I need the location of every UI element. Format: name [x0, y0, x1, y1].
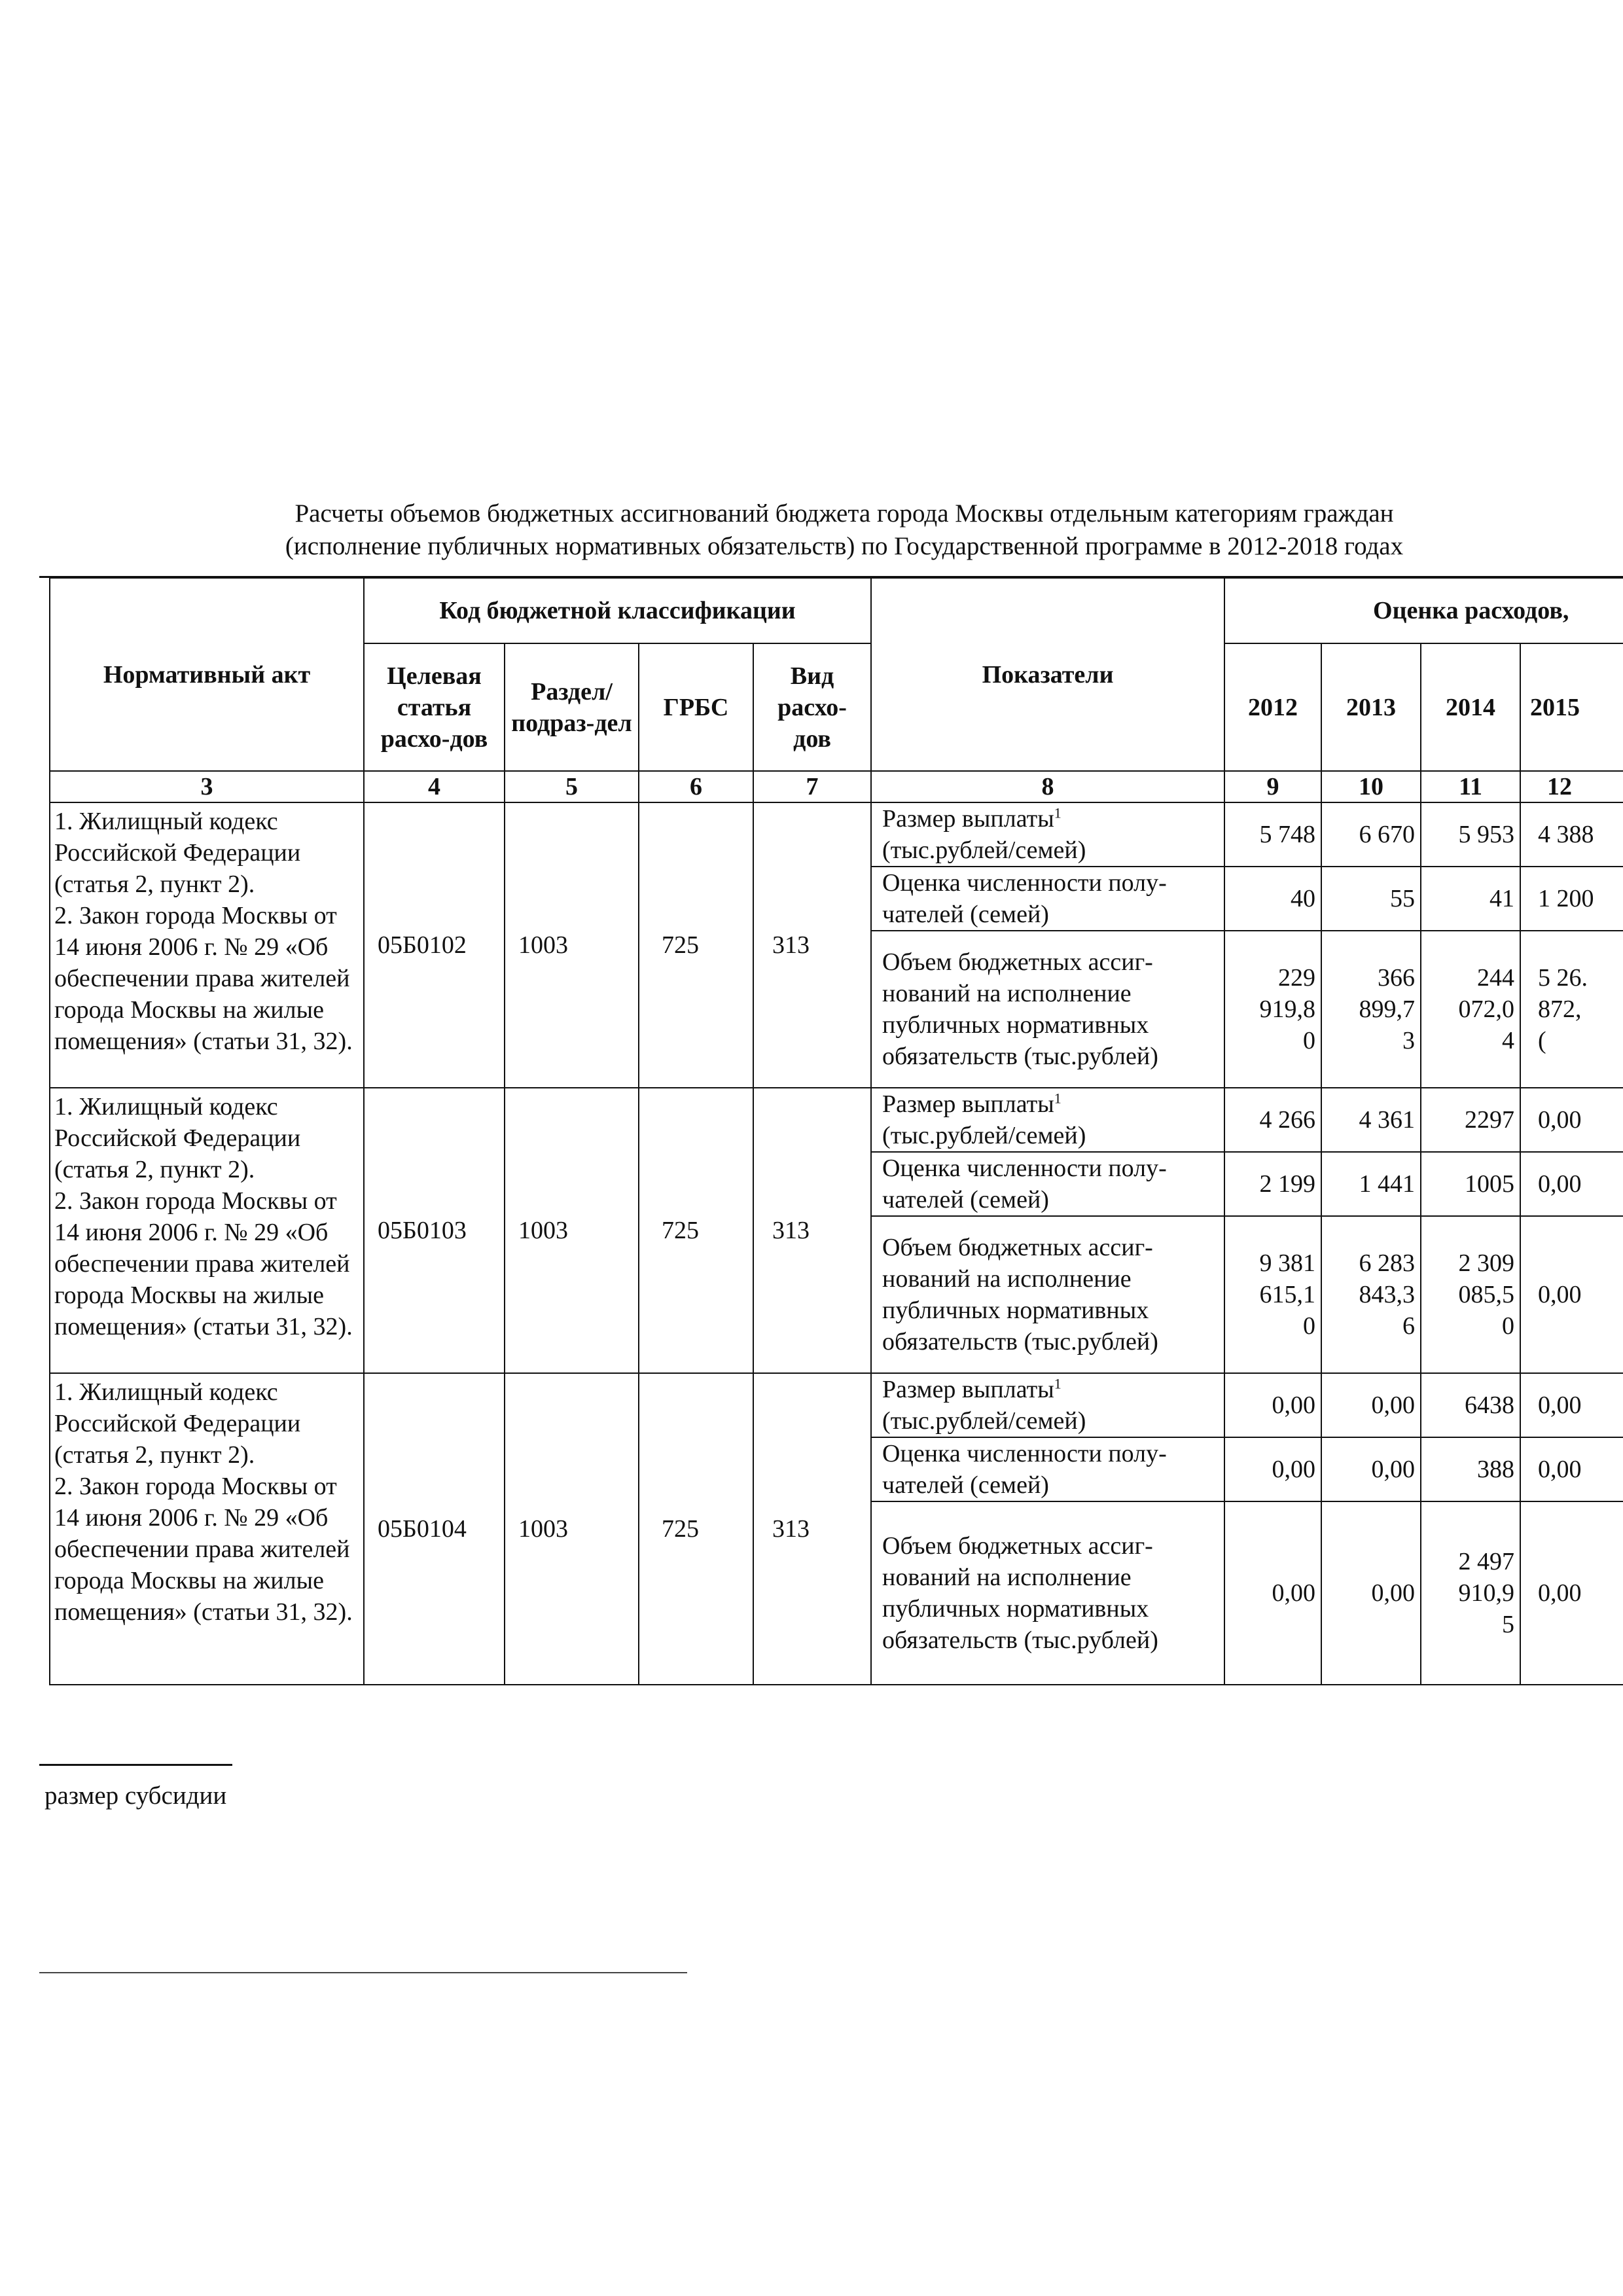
value-cell: 2297: [1421, 1088, 1520, 1152]
index-cell: 12: [1520, 771, 1623, 802]
value-cell: 2 497 910,9 5: [1421, 1501, 1520, 1685]
value-cell: 0,00: [1520, 1216, 1623, 1373]
target-code-cell: 05Б0103: [364, 1088, 505, 1373]
index-cell: 4: [364, 771, 505, 802]
document-title: [196, 497, 1492, 563]
value-cell: 229 919,8 0: [1224, 931, 1321, 1088]
section-code-cell: 1003: [505, 802, 639, 1088]
table-row: [50, 1373, 1623, 1437]
value-cell: 4 361: [1321, 1088, 1421, 1152]
table-header: [50, 578, 1623, 802]
footnote-mark: 1: [1054, 804, 1061, 821]
act-cell: 1. Жилищный кодекс Российской Федерации (статья 2, пункт 2). 2. Закон города Москвы от 14 июня 2006 г. № 29 «Об обеспечении права жителей города Москвы на жилые помещения» (статьи 31, 32).: [50, 1088, 364, 1373]
header-section: Раздел/ подраз-дел: [505, 643, 639, 771]
header-kind: Вид расхо-дов: [753, 643, 871, 771]
value-cell: 4 266: [1224, 1088, 1321, 1152]
header-year: 2012: [1224, 643, 1321, 771]
section-code-cell: 1003: [505, 1373, 639, 1685]
footnote-text: размер субсидии: [45, 1782, 227, 1810]
indicator-cell: Оценка численности полу-чателей (семей): [871, 1437, 1224, 1501]
header-year: 2015: [1520, 643, 1623, 771]
indicator-label: Размер выплаты: [882, 1376, 1054, 1403]
index-cell: 11: [1421, 771, 1520, 802]
indicator-label: Размер выплаты: [882, 1090, 1054, 1118]
indicator-cell: Объем бюджетных ассиг-нований на исполнение публичных нормативных обязательств (тыс.рублей): [871, 1216, 1224, 1373]
value-cell: 1005: [1421, 1152, 1520, 1216]
value-cell: 5 26. 872, (: [1520, 931, 1623, 1088]
header-act: Нормативный акт: [50, 578, 364, 771]
index-cell: 3: [50, 771, 364, 802]
index-cell: 8: [871, 771, 1224, 802]
value-cell: 0,00: [1520, 1088, 1623, 1152]
value-cell: 2 309 085,5 0: [1421, 1216, 1520, 1373]
target-code-cell: 05Б0104: [364, 1373, 505, 1685]
table-viewport: [49, 577, 1623, 1703]
value-cell: 4 388: [1520, 802, 1623, 867]
index-cell: 9: [1224, 771, 1321, 802]
header-estimate: Оценка расходов,: [1224, 578, 1623, 643]
header-classification: Код бюджетной классификации: [364, 578, 871, 643]
indicator-cell: [871, 1088, 1224, 1152]
indicator-cell: Оценка численности полу-чателей (семей): [871, 1152, 1224, 1216]
value-cell: 0,00: [1321, 1501, 1421, 1685]
value-cell: 55: [1321, 867, 1421, 931]
indicator-label: Размер выплаты: [882, 805, 1054, 833]
table-body: [50, 802, 1623, 1685]
indicator-cell: Объем бюджетных ассиг-нований на исполнение публичных нормативных обязательств (тыс.рублей): [871, 1501, 1224, 1685]
header-target: Целевая статья расхо-дов: [364, 643, 505, 771]
value-cell: 366 899,7 3: [1321, 931, 1421, 1088]
value-cell: 0,00: [1321, 1373, 1421, 1437]
table-row: [50, 802, 1623, 867]
value-cell: 6 670: [1321, 802, 1421, 867]
index-cell: 6: [639, 771, 753, 802]
index-cell: 7: [753, 771, 871, 802]
act-cell: 1. Жилищный кодекс Российской Федерации (статья 2, пункт 2). 2. Закон города Москвы от 14 июня 2006 г. № 29 «Об обеспечении права жителей города Москвы на жилые помещения» (статьи 31, 32).: [50, 802, 364, 1088]
title-line-2: (исполнение публичных нормативных обязательств) по Государственной программе в 2012-2018 годах: [285, 532, 1404, 560]
value-cell: 40: [1224, 867, 1321, 931]
indicator-cell: [871, 802, 1224, 867]
index-cell: 10: [1321, 771, 1421, 802]
kind-code-cell: 313: [753, 1088, 871, 1373]
value-cell: 6438: [1421, 1373, 1520, 1437]
value-cell: 0,00: [1224, 1373, 1321, 1437]
indicator-cell: Оценка численности полу-чателей (семей): [871, 867, 1224, 931]
header-grbs: ГРБС: [639, 643, 753, 771]
header-indicators: Показатели: [871, 578, 1224, 771]
title-line-1: Расчеты объемов бюджетных ассигнований бюджета города Москвы отдельным категориям граждан: [294, 499, 1394, 528]
grbs-code-cell: 725: [639, 1088, 753, 1373]
index-cell: 5: [505, 771, 639, 802]
footnote-separator: [39, 1764, 232, 1766]
value-cell: 0,00: [1321, 1437, 1421, 1501]
footnote-mark: 1: [1054, 1375, 1061, 1392]
value-cell: 6 283 843,3 6: [1321, 1216, 1421, 1373]
header-year: 2014: [1421, 643, 1520, 771]
value-cell: 1 200: [1520, 867, 1623, 931]
footnote-mark: 1: [1054, 1090, 1061, 1107]
budget-table: [49, 577, 1623, 1685]
table-row: [50, 1088, 1623, 1152]
value-cell: 41: [1421, 867, 1520, 931]
value-cell: 0,00: [1224, 1437, 1321, 1501]
value-cell: 1 441: [1321, 1152, 1421, 1216]
index-row: [50, 771, 1623, 802]
indicator-cell: Объем бюджетных ассиг-нований на исполнение публичных нормативных обязательств (тыс.рублей): [871, 931, 1224, 1088]
grbs-code-cell: 725: [639, 802, 753, 1088]
value-cell: 0,00: [1520, 1152, 1623, 1216]
value-cell: 244 072,0 4: [1421, 931, 1520, 1088]
value-cell: 5 953: [1421, 802, 1520, 867]
header-year: 2013: [1321, 643, 1421, 771]
value-cell: 0,00: [1224, 1501, 1321, 1685]
grbs-code-cell: 725: [639, 1373, 753, 1685]
target-code-cell: 05Б0102: [364, 802, 505, 1088]
value-cell: 0,00: [1520, 1437, 1623, 1501]
indicator-cell: [871, 1373, 1224, 1437]
value-cell: 0,00: [1520, 1373, 1623, 1437]
section-code-cell: 1003: [505, 1088, 639, 1373]
value-cell: 9 381 615,1 0: [1224, 1216, 1321, 1373]
value-cell: 5 748: [1224, 802, 1321, 867]
value-cell: 388: [1421, 1437, 1520, 1501]
act-cell: 1. Жилищный кодекс Российской Федерации (статья 2, пункт 2). 2. Закон города Москвы от 14 июня 2006 г. № 29 «Об обеспечении права жителей города Москвы на жилые помещения» (статьи 31, 32).: [50, 1373, 364, 1685]
indicator-unit: (тыс.рублей/семей): [882, 836, 1086, 864]
bottom-rule: [39, 1972, 687, 1973]
indicator-unit: (тыс.рублей/семей): [882, 1407, 1086, 1435]
indicator-unit: (тыс.рублей/семей): [882, 1122, 1086, 1149]
value-cell: 0,00: [1520, 1501, 1623, 1685]
value-cell: 2 199: [1224, 1152, 1321, 1216]
kind-code-cell: 313: [753, 802, 871, 1088]
kind-code-cell: 313: [753, 1373, 871, 1685]
